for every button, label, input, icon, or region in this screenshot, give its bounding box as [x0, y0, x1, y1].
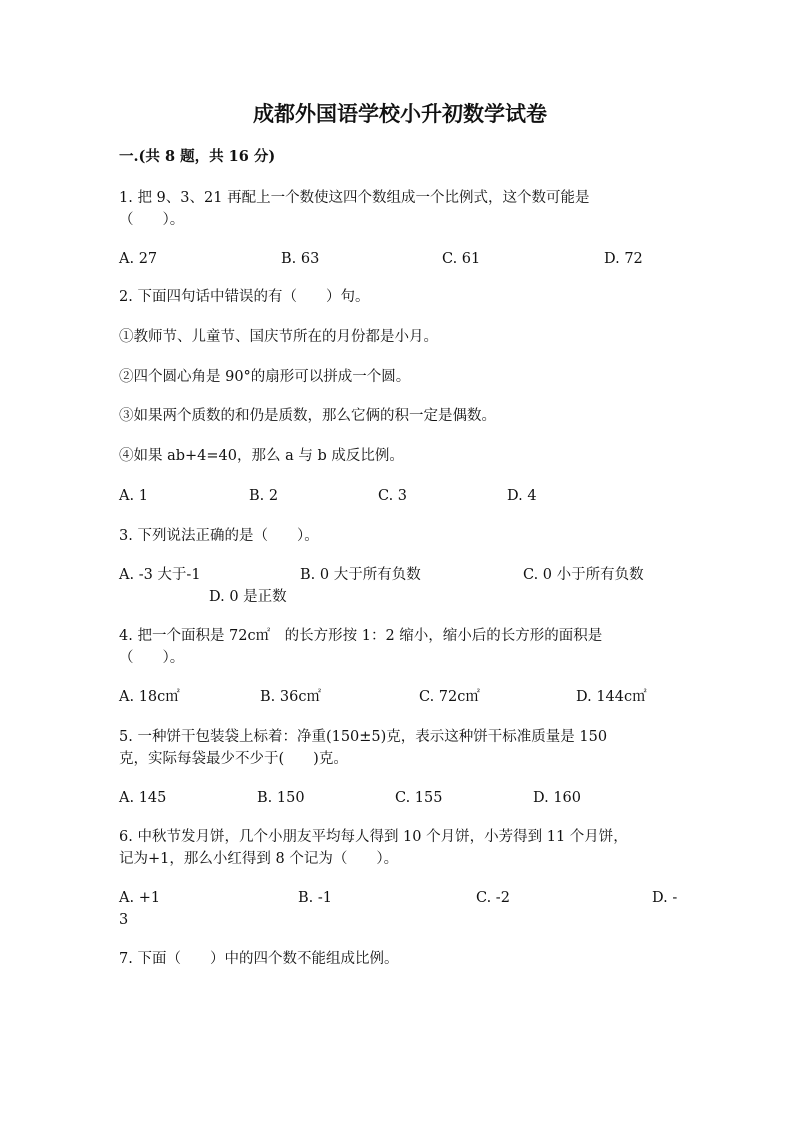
question-3-option-b: B. 0 大于所有负数: [300, 567, 421, 583]
question-6-option-d-wrap: 3: [119, 912, 129, 928]
question-1-option-a: A. 27: [119, 251, 158, 267]
question-6-line-1: 6. 中秋节发月饼，几个小朋友平均每人得到 10 个月饼，小芳得到 11 个月饼，: [119, 829, 628, 845]
question-2-statement-1: ①教师节、儿童节、国庆节所在的月份都是小月。: [119, 329, 438, 345]
question-2-stem: 2. 下面四句话中错误的有（ ）句。: [119, 289, 370, 305]
question-1-line-1: 1. 把 9、3、21 再配上一个数使这四个数组成一个比例式，这个数可能是: [119, 190, 590, 206]
question-2-statement-2: ②四个圆心角是 90°的扇形可以拼成一个圆。: [119, 369, 411, 385]
question-4-option-c: C. 72c㎡: [419, 689, 480, 705]
question-1-line-2: （ ）。: [119, 212, 185, 228]
question-6-option-a: A. +1: [119, 890, 161, 906]
question-5-line-1: 5. 一种饼干包装袋上标着：净重(150±5)克，表示这种饼干标准质量是 150: [119, 729, 608, 745]
question-2-statement-3: ③如果两个质数的和仍是质数，那么它俩的积一定是偶数。: [119, 408, 496, 424]
section-heading: 一.(共 8 题，共 16 分): [119, 148, 276, 165]
question-2-statement-4: ④如果 ab+4=40，那么 a 与 b 成反比例。: [119, 448, 404, 464]
question-3-stem: 3. 下列说法正确的是（ ）。: [119, 528, 319, 544]
question-2-option-d: D. 4: [507, 488, 537, 504]
question-3-option-c: C. 0 小于所有负数: [523, 567, 644, 583]
question-7-stem: 7. 下面（ ）中的四个数不能组成比例。: [119, 951, 399, 967]
question-4-option-b: B. 36c㎡: [260, 689, 321, 705]
question-1-option-b: B. 63: [281, 251, 320, 267]
question-4-line-1: 4. 把一个面积是 72c㎡ 的长方形按 1：2 缩小，缩小后的长方形的面积是: [119, 628, 603, 644]
question-2-option-a: A. 1: [119, 488, 148, 504]
question-4-option-d: D. 144c㎡: [576, 689, 647, 705]
question-5-option-b: B. 150: [257, 790, 305, 806]
question-1-option-d: D. 72: [604, 251, 643, 267]
question-6-option-b: B. -1: [298, 890, 332, 906]
question-4-option-a: A. 18c㎡: [119, 689, 180, 705]
question-6-line-2: 记为+1，那么小红得到 8 个记为（ ）。: [119, 851, 399, 867]
question-3-option-d: D. 0 是正数: [209, 589, 287, 605]
question-2-option-c: C. 3: [378, 488, 408, 504]
question-4-line-2: （ ）。: [119, 650, 185, 666]
question-6-option-c: C. -2: [476, 890, 510, 906]
question-2-option-b: B. 2: [249, 488, 279, 504]
page-title: 成都外国语学校小升初数学试卷: [253, 101, 547, 126]
question-5-option-a: A. 145: [119, 790, 167, 806]
question-5-option-d: D. 160: [533, 790, 582, 806]
question-1-option-c: C. 61: [442, 251, 481, 267]
question-6-option-d: D. -: [652, 890, 678, 906]
question-5-line-2: 克，实际每袋最少不少于( )克。: [119, 751, 348, 767]
question-3-option-a: A. -3 大于-1: [119, 567, 201, 583]
question-5-option-c: C. 155: [395, 790, 443, 806]
